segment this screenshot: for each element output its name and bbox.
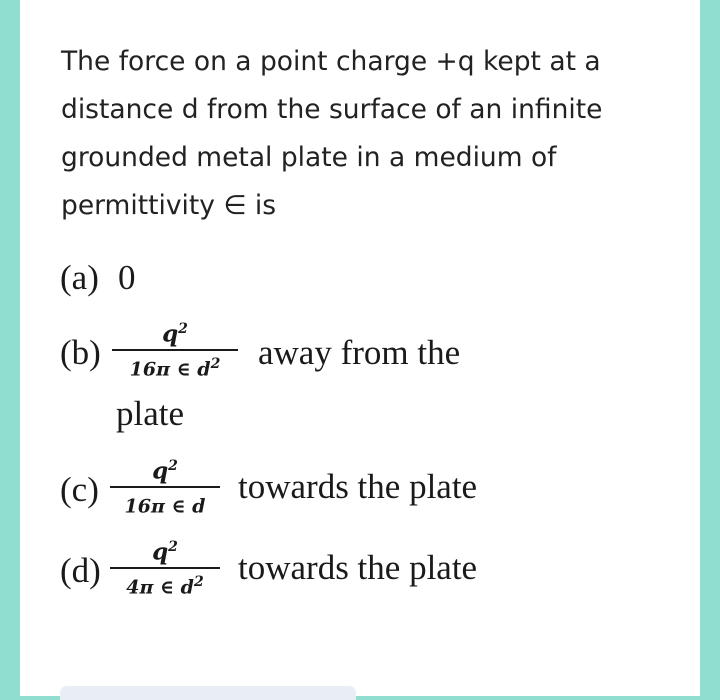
fraction — [112, 316, 238, 381]
option-label: (b) — [60, 333, 101, 372]
denominator: 16π ∈ $d^2$ — [129, 355, 221, 380]
question-line: grounded metal plate in a medium of — [61, 142, 557, 173]
question-card — [20, 0, 700, 696]
option-label: (a) — [60, 258, 99, 297]
option-text-continued: plate — [116, 394, 185, 433]
option-text: away from the — [258, 333, 461, 372]
option-label: (d) — [60, 551, 101, 590]
option-text: towards the plate — [238, 467, 478, 506]
question-text — [61, 38, 661, 230]
question-line: The force on a point charge +q kept at a — [61, 46, 601, 77]
bottom-panel-edge — [60, 686, 356, 700]
denominator: 16π ∈ d — [124, 494, 206, 517]
option-value: 0 — [118, 258, 136, 297]
fraction-bar — [110, 486, 220, 488]
question-line: permittivity ∈ is — [61, 190, 277, 221]
option-text: towards the plate — [238, 548, 478, 587]
fraction-bar — [110, 567, 220, 569]
question-line: distance d from the surface of an infinite — [61, 94, 603, 125]
numerator: $q^2$ — [162, 320, 188, 348]
fraction — [110, 534, 220, 599]
fraction-bar — [112, 349, 238, 351]
denominator: 4π ∈ $d^2$ — [126, 573, 204, 598]
option-label: (c) — [60, 470, 99, 509]
numerator: $q^2$ — [152, 538, 178, 566]
fraction — [110, 453, 220, 518]
numerator: $q^2$ — [152, 457, 178, 485]
